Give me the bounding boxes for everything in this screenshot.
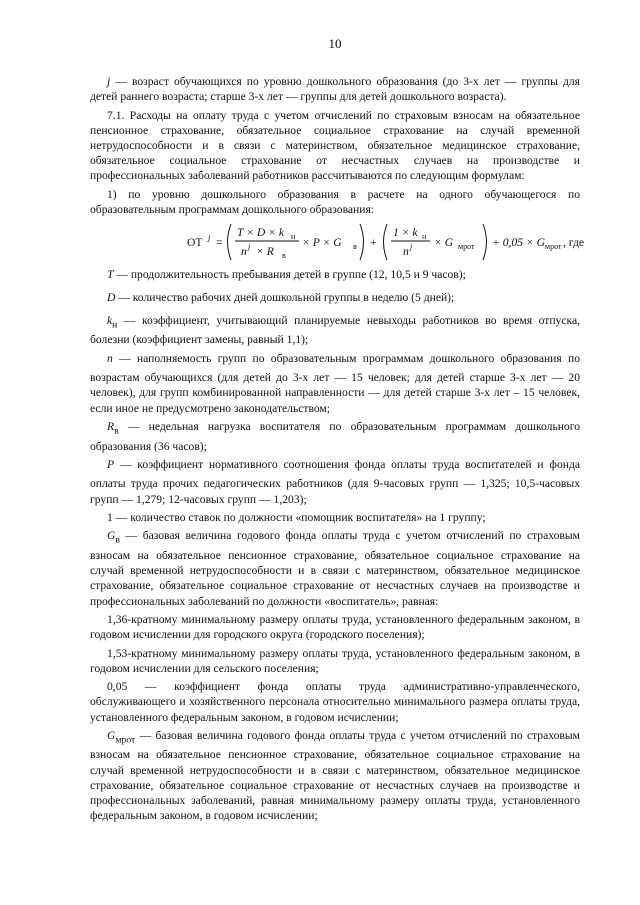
formula-tail-sub: мрот (545, 242, 562, 252)
formula-svg (90, 220, 585, 264)
formula-plus: + (370, 236, 377, 250)
paren-close-1 (360, 224, 364, 260)
definition-T (90, 267, 580, 287)
paren-close-2 (483, 224, 487, 260)
symbol-sub: н (112, 319, 118, 331)
fraction2-numerator-sub: н (422, 232, 427, 242)
fraction1-denominator: n (241, 245, 247, 259)
fraction1-denominator-rest: × R (256, 245, 274, 259)
fraction2-numerator: 1 × k (393, 226, 418, 240)
formula-lhs-sup: j (208, 232, 211, 243)
paragraph-7-1 (90, 108, 580, 184)
document-body (90, 74, 585, 827)
paragraph-text: — возраст обучающихся по уровню дошкольного образования (до 3-х лет — группы для детей раннего возраста; старше 3-х лет — группы для детей дошкольного возраста). (90, 75, 580, 104)
definition-text: 1,53-кратному минимальному размеру оплаты труда, установленного федеральным законом, в годовом исчислении для сельского поселения; (90, 646, 580, 675)
formula-mid2-sub: мрот (458, 242, 475, 252)
page-number: 10 (328, 36, 342, 51)
definition-text: 1,36-кратному минимальному размеру оплаты труда, установленного федеральным законом, в годовом исчислении для городского округа (городского поселения); (90, 612, 580, 642)
fraction1-denominator-sub: в (282, 251, 286, 261)
symbol: T (107, 268, 114, 282)
formula-tail: + 0,05 × G (492, 236, 546, 250)
paren-open-2 (384, 224, 388, 260)
paragraph-text: 7.1. Расходы на оплату труда с учетом отчислений по страховым взносам на обязательное пенсионное страхование, обязательное социальное страхование на случай временной нетрудоспособности и в связи с материнством, обязательное медицинское страхование, обязательное социальное страхование от несчастных случаев на производстве и профессиональных заболеваний работников рассчитываются по следующим формулам: (90, 108, 580, 183)
symbol: G (107, 728, 116, 742)
formula-mid1: × P × G (302, 236, 342, 250)
formula-lhs: ОТ (187, 236, 203, 250)
definition-text: — недельная нагрузка воспитателя по образовательным программам дошкольного образования (36 часов); (90, 420, 580, 453)
definition-n (90, 351, 580, 416)
paren-open-1 (228, 224, 232, 260)
formula-mid1-sub: в (353, 242, 357, 252)
definition-text: — базовая величина годового фонда оплаты труда с учетом отчислений по страховым взносам на обязательное пенсионное страхование, обязательное социальное страхование на случай временной нетрудоспособности и в связи с материнством, обязательное медицинское страхование, обязательное социальное страхование от несчастных случаев на производстве и профессиональных заболеваний по должности «воспитатель», равная: (90, 529, 580, 608)
definition-urban (90, 612, 580, 642)
symbol: G (107, 529, 116, 543)
definition-text: 0,05 — коэффициент фонда оплаты труда административно-управленческого, обслуживающего и хозяйственного персонала относительно минимального размера оплаты труда, установленного федеральным законом, в годовом исчислении; (90, 680, 580, 724)
symbol-sub: в (114, 425, 119, 437)
definition-Gmrot (90, 728, 580, 824)
definition-D (90, 290, 580, 310)
fraction2-denominator: n (403, 245, 409, 259)
definition-text: — продолжительность пребывания детей в группе (12, 10,5 и 9 часов); (113, 268, 466, 282)
symbol: n (107, 351, 113, 365)
definition-Gv (90, 528, 580, 608)
fraction1-numerator: T × D × k (237, 226, 284, 240)
definition-text: — наполняемость групп по образовательным программам дошкольного образования по возрастам обучающихся (для детей до 3-х лет — 15 человек; для детей старше 3-х лет — 20 человек), для групп комбинированной направленности — для детей старше 3-х лет – 15 человек, если иное не предусмотрено законодательством; (90, 351, 580, 415)
symbol: R (107, 420, 115, 434)
definition-text: 1 — количество ставок по должности «помощник воспитателя» на 1 группу; (107, 511, 486, 525)
symbol: D (107, 291, 116, 305)
definition-Rv (90, 419, 580, 454)
definition-text: — базовая величина годового фонда оплаты труда с учетом отчислений по страховым взносам на обязательное пенсионное страхование, обязательное социальное страхование на случай временной нетрудоспособности и в связи с материнством, обязательное медицинское страхование, обязательное социальное страхование от несчастных случаев на производстве и профессиональных заболеваний, равная минимальному размеру оплаты труда, установленного федеральным законом, в годовом исчислении; (90, 728, 580, 823)
formula-eq: = (216, 236, 223, 250)
paragraph-j (90, 74, 580, 104)
definition-rural (90, 646, 580, 676)
definition-text: — коэффициент нормативного соотношения фонда оплаты труда воспитателей и фонда оплаты труда прочих педагогических работников (для 9-часовых групп — 1,325; 10,5-часовых групп — 1,279; 12-часовых групп — 1,203); (90, 457, 580, 506)
definition-assistant (90, 510, 580, 525)
symbol-sub: в (115, 534, 120, 546)
fraction1-numerator-sub: н (291, 232, 296, 242)
definition-coef-005 (90, 679, 580, 725)
paragraph-level-1 (90, 187, 580, 217)
formula-mid2: × G (434, 236, 454, 250)
symbol-sub: мрот (115, 734, 136, 746)
definition-P (90, 457, 580, 507)
paragraph-text: 1) по уровню дошкольного образования в расчете на одного обучающегося по образовательным программам дошкольного образования: (90, 187, 580, 216)
definition-text: — коэффициент, учитывающий планируемые невыходы работников во время отпуска, болезни (коэффициент замены, равный 1,1); (90, 313, 580, 347)
fraction1-denominator-sup: j (248, 242, 251, 252)
definition-text: — количество рабочих дней дошкольной группы в неделю (5 дней); (115, 291, 455, 305)
formula (90, 220, 585, 264)
symbol: k (107, 313, 113, 327)
fraction2-denominator-sup: j (410, 242, 413, 252)
definition-kn (90, 313, 580, 348)
symbol-j: j (107, 75, 111, 88)
formula-tail-end: , где (563, 236, 585, 250)
symbol: P (107, 457, 115, 471)
